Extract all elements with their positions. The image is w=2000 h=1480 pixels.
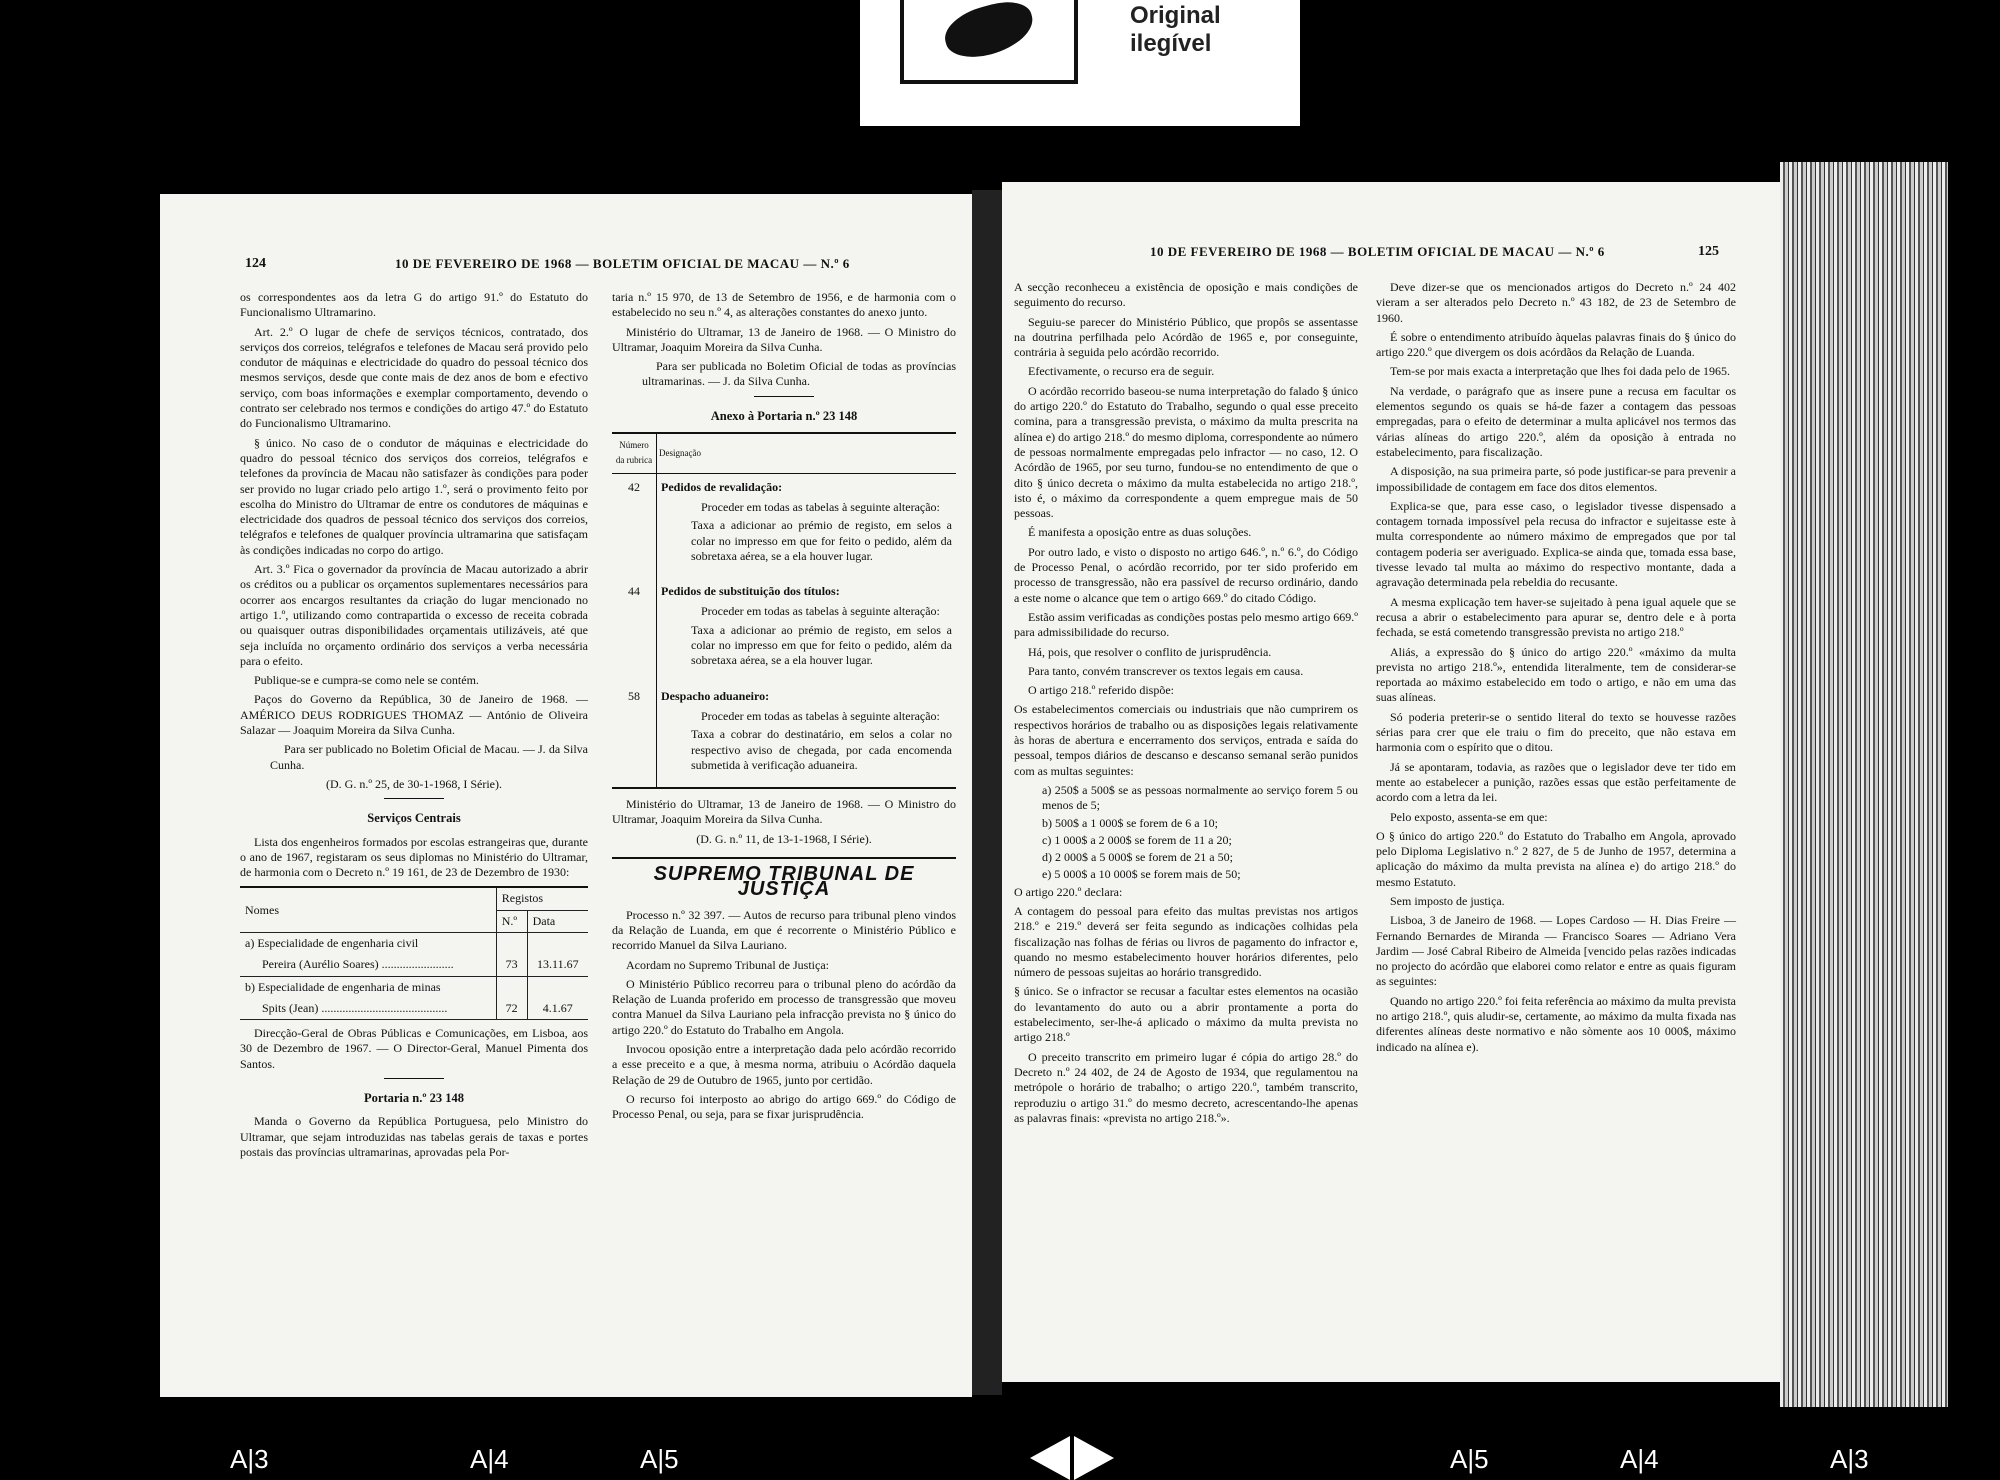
section-title: Serviços Centrais [367,811,461,826]
right-page [1002,182,1782,1382]
paragraph: Lista dos engenheiros formados por escolas estrangeiras que, durante o ano de 1967, registaram os seus diplomas no Ministério do Ultramar, de harmonia com o Decreto n.º 19 161, de 23 de Dezembro de 1930: [240,834,588,880]
item-line: Proceder em todas as tabelas à seguinte alteração: [701,604,940,619]
item-number: 42 [612,473,657,578]
paragraph: Ministério do Ultramar, 13 de Janeiro de 1968. — O Ministro do Ultramar, Joaquim Moreira da Silva Cunha. [612,324,956,354]
label-text: Original ilegível [1130,2,1221,57]
name: Spits (Jean) .......................................... [240,998,496,1020]
paragraph: Pelo exposto, assenta-se em que: [1390,809,1548,824]
emblem-icon [900,0,1078,84]
paragraph: O preceito transcrito em primeiro lugar é cópia do artigo 28.º do Decreto n.º 24 402, de 24 de Agosto de 1934, que regulamentou na metrópole o horário de trabalho; o artigo 220.º, também transcrito, reproduziu o artigo 31.º do mesmo decreto, acrescentando-lhe apenas as palavras finais: «prevista no artigo 218.º». [1014,1049,1358,1125]
paragraph: Para tanto, convém transcrever os textos legais em causa. [1028,663,1304,678]
paragraph: O artigo 218.º referido dispõe: [1028,683,1175,698]
court-title: SUPREMO TRIBUNAL DE JUSTIÇA [612,857,956,898]
paragraph: Manda o Governo da República Portuguesa, pelo Ministro do Ultramar, que sejam introduzidas nas tabelas gerais de taxas e portes postais das províncias ultramarinas, aprovadas pela Por- [240,1114,588,1159]
right-column-2 [1376,280,1736,1059]
col-header-registos: Registos [496,887,588,910]
source-note: (D. G. n.º 25, de 30-1-1968, I Série). [325,776,502,791]
paragraph: taria n.º 15 970, de 13 de Setembro de 1956, e de harmonia com o estabelecido no seu n.º 4, as alterações constantes do anexo junto. [612,290,956,320]
item-line: Taxa a cobrar do destinatário, em selos a colar no respectivo aviso de chegada, por cada encomenda submetida à verificação aduaneira. [691,727,952,772]
paragraph: Por outro lado, e visto o disposto no artigo 646.º, n.º 6.º, do Código de Processo Penal, o acórdão recorrido, por ter sido proferido em processo de transgressão, não era passível de recurso ordinário, dando a este nome o alcance que tem o artigo 669.º do citado Código. [1014,544,1358,605]
calibration-mark: A|4 [1620,1444,1659,1474]
table-row [612,683,956,788]
paragraph: Art. 3.º Fica o governador da província de Macau autorizado a abrir os créditos ou a publicar os orçamentos suplementares necessários para ocorrer aos encargos resultantes da criação do lugar mencionado no artigo 1.º, utilizando como contrapartida o excesso de receita cobrada ou quaisquer outras disponibilidades orçamentais utilizáveis, até que seja incluída no orçamento ordinário dos serviços a verba necessária para o efeito. [240,562,588,668]
list-item: e) 5 000$ a 10 000$ se forem mais de 50; [1042,867,1241,882]
col-header-number: Número da rubrica [612,433,657,473]
running-head: 10 DE FEVEREIRO DE 1968 — BOLETIM OFICIAL DE MACAU — N.º 6 [395,256,850,271]
spec: a) Especialidade de engenharia civil [245,935,419,950]
calibration-mark: A|3 [230,1444,269,1474]
item-line: Proceder em todas as tabelas à seguinte alteração: [701,499,940,514]
quoted-text: Os estabelecimentos comerciais ou industriais que não cumprirem os respectivos horários de trabalho ou as disposições legais relativamente às horas de abertura e encerramento dos serviços, entrada e saída do pessoal, tempos diários de descanso e descanso semanal serão punidos com as multas seguintes: [1014,702,1358,778]
paragraph: Na verdade, o parágrafo que as insere pune a recusa em facultar os elementos segundo os quais se há-de fazer a contagem das pessoas empregadas, para o efeito de determinar a multa aplicável nos termos das várias alíneas do artigo 220.º, além da oposição à entrada no estabelecimento, para fiscalização. [1376,383,1736,459]
paragraph: É sobre o entendimento atribuído àquelas palavras finais do § único do artigo 220.º que divergem os dois acórdãos da Relação de Luanda. [1376,329,1736,360]
annex-title: Anexo à Portaria n.º 23 148 [710,408,858,423]
paragraph: Direcção-Geral de Obras Públicas e Comunicações, em Lisboa, aos 30 de Dezembro de 1967. — O Director-Geral, Manuel Pimenta dos Santos. [240,1026,588,1071]
item-line: Proceder em todas as tabelas à seguinte alteração: [701,708,940,723]
col-header-designation: Designação [657,433,957,473]
list-item: b) 500$ a 1 000$ se forem de 6 a 10; [1042,815,1218,830]
item-line: Taxa a adicionar ao prémio de registo, em selos a colar no impresso em que for feito o pedido, além da sobretaxa aérea, se a ela houver lugar. [691,622,952,668]
paragraph: Publique-se e cumpra-se como nele se contém. [254,673,479,688]
paragraph: O recurso foi interposto ao abrigo do artigo 669.º do Código de Processo Penal, ou seja, para se fixar jurisprudência. [612,1091,956,1122]
calibration-mark: A|5 [640,1444,679,1474]
paragraph: Há, pois, que resolver o conflito de jurisprudência. [1028,644,1272,659]
paragraph: Sem imposto de justiça. [1390,893,1505,908]
table-row [240,954,588,976]
arrow-right-icon [1074,1436,1114,1480]
left-column-1 [240,290,588,1164]
item-title: Pedidos de substituição dos títulos: [661,584,840,599]
ruling-text: O § único do artigo 220.º do Estatuto do Trabalho em Angola, aprovado pelo Diploma Legislativo n.º 2 827, de 5 de Junho de 1957, determina a aplicação do máximo da multa prevista na alínea e) do artigo 218.º do mesmo Estatuto. [1376,828,1736,889]
name: Pereira (Aurélio Soares) ........................ [240,954,496,976]
paragraph: Acordam no Supremo Tribunal de Justiça: [626,957,829,972]
item-number: 44 [612,578,657,682]
item-title: Despacho aduaneiro: [661,688,770,703]
portaria-title: Portaria n.º 23 148 [364,1091,464,1106]
page-number: 124 [245,256,266,271]
paragraph: Seguiu-se parecer do Ministério Público, que propôs se assentasse na doutrina perfilhada pelo Acórdão de 1965 e, por conseguinte, contrária à seguida pelo acórdão recorrido. [1014,314,1358,360]
running-head: 10 DE FEVEREIRO DE 1968 — BOLETIM OFICIAL DE MACAU — N.º 6 [1150,244,1605,259]
table-row [612,578,956,682]
paragraph: O acórdão recorrido baseou-se numa interpretação do falado § único do artigo 220.º do Estatuto do Trabalho, segundo o qual esse preceito comina, para a transgressão prevista, o máximo da multa prescrita na alínea e) do artigo 218.º do mesmo diploma, correspondente ao número de pessoas normalmente empregadas pelo infractor — no caso, 12. O Acórdão de 1965, por seu turno, fundou-se no entendimento de que o dito § único decreta o máximo da multa estabelecida no artigo 218.º, isto é, o máximo da correspondente a quem empregue mais de 50 pessoas. [1014,383,1358,521]
divider [384,798,444,799]
catalog-label [860,0,1300,126]
list-item: d) 2 000$ a 5 000$ se forem de 21 a 50; [1042,850,1233,865]
paragraph: Aliás, a expressão do § único do artigo 220.º «máximo da multa prevista no artigo 218.º», entendida literalmente, tem de considerar-se reportada ao máximo estabelecido em todo o artigo, e não em uma das suas alíneas. [1376,644,1736,705]
paragraph: Explica-se que, para esse caso, o legislador tivesse dispensado a contagem tornada impossível pela recusa do infractor e sujeitasse este à multa correspondente ao número máximo de empregados que por tal contagem poderia ser averiguado. Explica-se ainda que, tomada essa base, tivesse levado tal multa ao máximo do respectivo montante, dada a agravação determinada pela rebeldia do recusante. [1376,498,1736,590]
left-page [160,194,972,1397]
reg-date: 13.11.67 [527,954,588,976]
divider [384,1078,444,1079]
spec: b) Especialidade de engenharia de minas [245,979,441,994]
paragraph: Deve dizer-se que os mencionados artigos do Decreto n.º 24 402 vieram a ser alterados pelo Decreto n.º 43 182, de 23 de Setembro de 1960. [1376,280,1736,325]
list-item: a) 250$ a 500$ se as pessoas normalmente ao serviço forem 5 ou menos de 5; [1042,782,1358,813]
quoted-text: A contagem do pessoal para efeito das multas previstas nos artigos 218.º e 219.º deverá ser feita segundo as indicações colhidas pela fiscalização nas folhas de férias ou livros de pagamento do infractor e, quando no mesmo estabelecimento houver horários diferentes, pelo número de pessoas sujeitas ao horário transgredido. [1014,903,1358,980]
fine-list [1014,783,1358,883]
arrow-left-icon [1030,1436,1070,1480]
paragraph: os correspondentes aos da letra G do artigo 91.º do Estatuto do Funcionalismo Ultramarino. [240,290,588,320]
engineers-table [240,886,588,1020]
paragraph: Já se apontaram, todavia, as razões que o legislador deve ter tido em mente ao estabelecer a punição, razões essas que estão perfeitamente de acordo com a letra da lei. [1376,759,1736,805]
paragraph: Estão assim verificadas as condições postas pelo mesmo artigo 669.º para admissibilidade do recurso. [1014,609,1358,640]
paragraph: Quando no artigo 220.º foi feita referência ao máximo da multa prevista no artigo 218.º, quis aludir-se, certamente, ao máximo da multa fixada nas diferentes alíneas deste normativo e não sòmente aos 10 000$, máximo indicado na alínea e). [1376,993,1736,1054]
paragraph: Só poderia preterir-se o sentido literal do texto se houvesse razões sérias para crer que ele traiu o fim do preceito, que não estava em harmonia com o espírito que o ditou. [1376,709,1736,755]
paragraph: A disposição, na sua primeira parte, só pode justificar-se para prevenir a impossibilidade de contagem em face dos ditos elementos. [1376,464,1736,494]
col-header-no: N.º [496,910,527,932]
item-number: 58 [612,683,657,788]
paragraph: A mesma explicação tem haver-se sujeitado à pena igual aquele que se recusa a abrir o estabelecimento para apurar se, dentro dele e à porta fechada, se está cometendo transgressão prevista no artigo 218.º [1376,594,1736,640]
table-row [240,976,588,998]
paragraph: Paços do Governo da República, 30 de Janeiro de 1968. — AMÉRICO DEUS RODRIGUES THOMAZ — António de Oliveira Salazar — Joaquim Moreira da Silva Cunha. [240,692,588,738]
paragraph: Para ser publicado no Boletim Oficial de Macau. — J. da Silva Cunha. [270,742,588,772]
paragraph: Para ser publicada no Boletim Oficial de todas as províncias ultramarinas. — J. da Silva Cunha. [642,359,956,389]
reg-number: 72 [496,998,527,1020]
item-title: Pedidos de revalidação: [661,479,783,494]
reg-date: 4.1.67 [527,998,588,1020]
list-item: c) 1 000$ a 2 000$ se forem de 11 a 20; [1042,832,1232,847]
col-header-names: Nomes [240,887,496,932]
col-header-date: Data [527,910,588,932]
book-gutter [972,190,1002,1395]
paragraph: O Ministério Público recorreu para o tribunal pleno do acórdão da Relação de Luanda proferido em processo de transgressão que moveu contra Manuel da Silva Lauriano pela infracção prevista no § único do artigo 220.º do Estatuto do Trabalho em Angola. [612,976,956,1037]
paragraph: Art. 2.º O lugar de chefe de serviços técnicos, contratado, dos serviços dos correios, telégrafos e telefones de Macau será provido pelo condutor de máquinas e electricidade do quadro do pessoal técnico dos mesmos serviços, desde que conte mais de dez anos de bom e efectivo serviço, com boas informações e exemplar comportamento, devendo o contrato ser celebrado nos termos e condições do artigo 47.º do Estatuto do Funcionalismo Ultramarino. [240,324,588,431]
right-column-1 [1014,280,1358,1130]
calibration-mark: A|4 [470,1444,509,1474]
paragraph: Tem-se por mais exacta a interpretação que lhes foi dada pelo de 1965. [1390,364,1731,379]
table-row [240,998,588,1020]
calibration-mark: A|5 [1450,1444,1489,1474]
table-row [240,932,588,954]
paragraph: O artigo 220.º declara: [1014,884,1123,899]
table-row [612,473,956,578]
paragraph: A secção reconheceu a existência de oposição e mais condições de seguimento do recurso. [1014,280,1358,310]
paragraph: § único. No caso de o condutor de máquinas e electricidade do quadro do pessoal técnico dos serviços dos correios, telégrafos e telefones da província de Macau não satisfazer às condições para poder ser provido no lugar criado pelo artigo 1.º, será o provimento feito por escolha do Ministro do Ultramar de entre os condutores de máquinas e electricidade dos quadros de pessoal técnico dos serviços dos correios, telégrafos e telefones de qualquer província ultramarina que satisfaçam às condições indicadas no corpo do artigo. [240,435,588,557]
item-line: Taxa a adicionar ao prémio de registo, em selos a colar no impresso em que for feito o pedido, além da sobretaxa aérea, se a ela houver lugar. [691,518,952,563]
annex-table [612,432,956,789]
left-column-2 [612,290,956,1126]
paragraph: Ministério do Ultramar, 13 de Janeiro de 1968. — O Ministro do Ultramar, Joaquim Moreira da Silva Cunha. [612,797,956,827]
paragraph: Efectivamente, o recurso era de seguir. [1028,364,1215,379]
divider [754,396,814,397]
paragraph: Invocou oposição entre a interpretação dada pelo acórdão recorrido a esse preceito e a que, à mesma norma, atribuiu o Acórdão daquela Relação de 29 de Outubro de 1965, junto por certidão. [612,1041,956,1087]
page-number: 125 [1698,244,1719,259]
reg-number: 73 [496,954,527,976]
page-edges [1780,162,1948,1407]
paragraph: É manifesta a oposição entre as duas soluções. [1028,525,1252,540]
quoted-text: § único. Se o infractor se recusar a facultar estes elementos na ocasião do levantamento do auto ou a abrir prontamente a porta do estabelecimento, ser-lhe-á aplicado o máximo da multa prevista no artigo 218.º [1014,984,1358,1045]
paragraph: Processo n.º 32 397. — Autos de recurso para tribunal pleno vindos da Relação de Luanda, em que é recorrente o Ministério Público e recorrido Manuel da Silva Lauriano. [612,907,956,953]
paragraph: Lisboa, 3 de Janeiro de 1968. — Lopes Cardoso — H. Dias Freire — Fernando Bernardes de Miranda — Francisco Soares — Adriano Vera Jardim — José Cabral Ribeiro de Almeida [vencido pelas razões indicadas no projecto do acórdão que elaborei como relator e entre as quais figuram as seguintes: [1376,913,1736,989]
calibration-mark: A|3 [1830,1444,1869,1474]
calibration-strip [0,1430,2000,1480]
source-note: (D. G. n.º 11, de 13-1-1968, I Série). [696,831,872,846]
